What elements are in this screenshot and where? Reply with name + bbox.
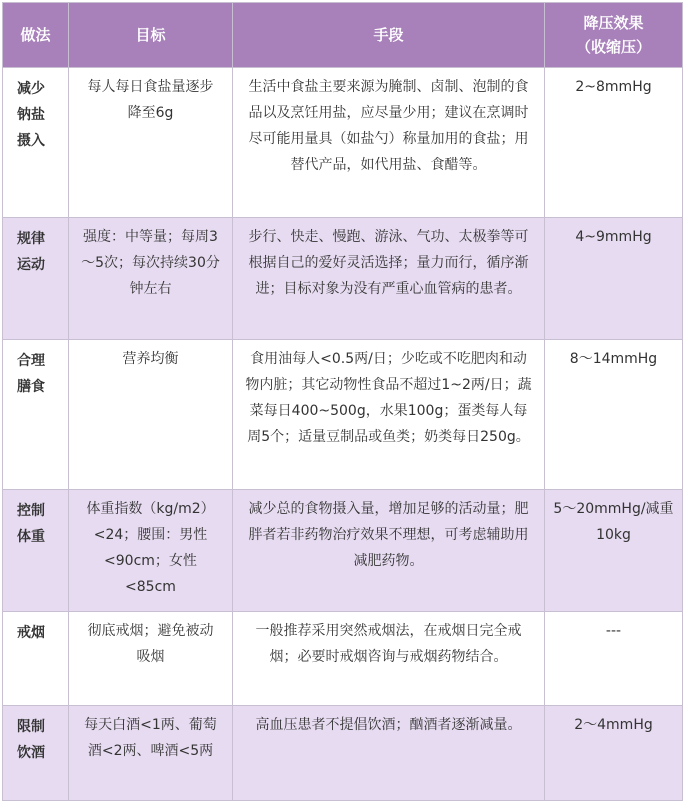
target-cell: 体重指数（kg/m2）<24；腰围：男性<90cm；女性<85cm xyxy=(69,490,233,612)
target-cell: 每人每日食盐量逐步降至6g xyxy=(69,68,233,218)
header-method: 做法 xyxy=(3,3,69,68)
method-cell: 戒烟 xyxy=(3,612,69,706)
method-cell: 控制体重 xyxy=(3,490,69,612)
method-cell: 合理膳食 xyxy=(3,340,69,490)
table-row xyxy=(3,340,683,490)
effect-cell: 4~9mmHg xyxy=(545,218,683,340)
table-row xyxy=(3,490,683,612)
effect-cell: 5～20mmHg/减重10kg xyxy=(545,490,683,612)
means-cell: 减少总的食物摄入量，增加足够的活动量；肥胖者若非药物治疗效果不理想，可考虑辅助用减肥药物。 xyxy=(233,490,545,612)
header-effect xyxy=(545,3,683,68)
table-row xyxy=(3,612,683,706)
target-cell: 彻底戒烟；避免被动吸烟 xyxy=(69,612,233,706)
means-cell: 高血压患者不提倡饮酒；酗酒者逐渐减量。 xyxy=(233,706,545,801)
means-cell: 一般推荐采用突然戒烟法，在戒烟日完全戒烟；必要时戒烟咨询与戒烟药物结合。 xyxy=(233,612,545,706)
method-cell: 减少钠盐摄入 xyxy=(3,68,69,218)
method-cell: 规律运动 xyxy=(3,218,69,340)
means-cell: 食用油每人<0.5两/日；少吃或不吃肥肉和动物内脏；其它动物性食品不超过1~2两/日；蔬菜每日400~500g，水果100g；蛋类每人每周5个；适量豆制品或鱼类；奶类每日250g。 xyxy=(233,340,545,490)
header-effect-line2: （收缩压） xyxy=(575,38,651,56)
means-cell: 生活中食盐主要来源为腌制、卤制、泡制的食品以及烹饪用盐，应尽量少用；建议在烹调时尽可能用量具（如盐勺）称量加用的食盐；用替代产品，如代用盐、食醋等。 xyxy=(233,68,545,218)
effect-cell: 2～4mmHg xyxy=(545,706,683,801)
table-row xyxy=(3,68,683,218)
header-target: 目标 xyxy=(69,3,233,68)
effect-cell: 2~8mmHg xyxy=(545,68,683,218)
table-row xyxy=(3,218,683,340)
target-cell: 强度：中等量；每周3～5次；每次持续30分钟左右 xyxy=(69,218,233,340)
table-row xyxy=(3,706,683,801)
means-cell: 步行、快走、慢跑、游泳、气功、太极拳等可根据自己的爱好灵活选择；量力而行，循序渐进；目标对象为没有严重心血管病的患者。 xyxy=(233,218,545,340)
header-effect-line1: 降压效果 xyxy=(583,14,644,32)
target-cell: 每天白酒<1两、葡萄酒<2两、啤酒<5两 xyxy=(69,706,233,801)
header-means: 手段 xyxy=(233,3,545,68)
target-cell: 营养均衡 xyxy=(69,340,233,490)
lifestyle-intervention-table xyxy=(2,2,683,801)
effect-cell: 8～14mmHg xyxy=(545,340,683,490)
method-cell: 限制饮酒 xyxy=(3,706,69,801)
effect-cell: --- xyxy=(545,612,683,706)
table-header-row xyxy=(3,3,683,68)
